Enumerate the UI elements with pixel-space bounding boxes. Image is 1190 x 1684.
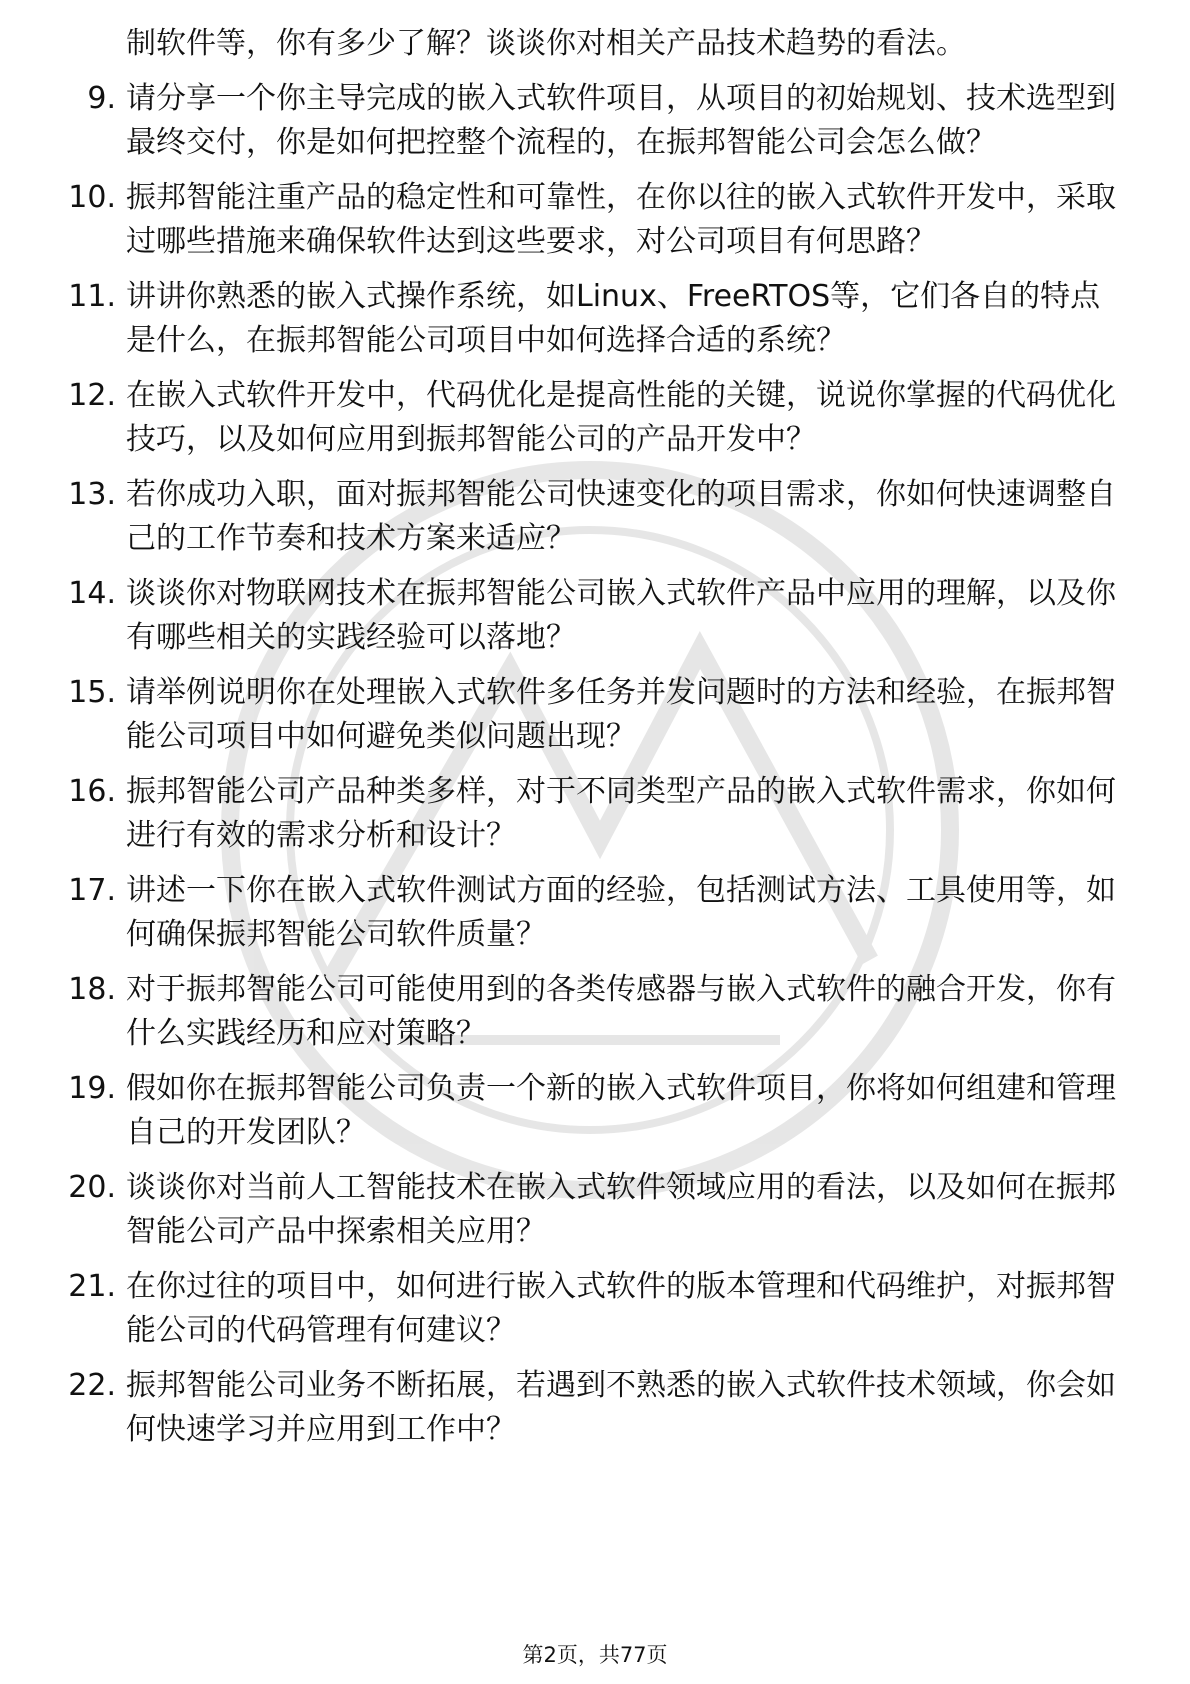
question-number: 20. [68,1170,116,1205]
question-number: 11. [68,279,116,314]
question-number: 16. [68,774,116,809]
question-text: 在嵌入式软件开发中，代码优化是提高性能的关键，说说你掌握的代码优化技巧，以及如何应用到振邦智能公司的产品开发中？ [126,378,1116,457]
question-text: 讲述一下你在嵌入式软件测试方面的经验，包括测试方法、工具使用等，如何确保振邦智能公司软件质量？ [126,873,1116,952]
question-item [68,176,1116,264]
question-text: 请分享一个你主导完成的嵌入式软件项目，从项目的初始规划、技术选型到最终交付，你是如何把控整个流程的，在振邦智能公司会怎么做？ [126,81,1116,160]
question-item [68,572,1116,660]
question-number: 12. [68,378,116,413]
question-item [68,473,1116,561]
question-text: 假如你在振邦智能公司负责一个新的嵌入式软件项目，你将如何组建和管理自己的开发团队？ [126,1071,1116,1150]
question-item [68,1166,1116,1254]
question-text: 振邦智能注重产品的稳定性和可靠性，在你以往的嵌入式软件开发中，采取过哪些措施来确保软件达到这些要求，对公司项目有何思路？ [126,180,1116,259]
question-number: 9. [87,81,116,116]
question-number: 15. [68,675,116,710]
question-text: 若你成功入职，面对振邦智能公司快速变化的项目需求，你如何快速调整自己的工作节奏和技术方案来适应？ [126,477,1116,556]
question-text: 讲讲你熟悉的嵌入式操作系统，如Linux、FreeRTOS等，它们各自的特点是什么，在振邦智能公司项目中如何选择合适的系统？ [126,279,1101,358]
question-item [68,1067,1116,1155]
question-item [68,1364,1116,1452]
question-text: 在你过往的项目中，如何进行嵌入式软件的版本管理和代码维护，对振邦智能公司的代码管理有何建议？ [126,1269,1116,1348]
question-item [68,770,1116,858]
question-item [68,671,1116,759]
question-item [68,275,1116,363]
question-number: 21. [68,1269,116,1304]
question-text: 请举例说明你在处理嵌入式软件多任务并发问题时的方法和经验，在振邦智能公司项目中如何避免类似问题出现？ [126,675,1116,754]
question-item [68,869,1116,957]
question-number: 22. [68,1368,116,1403]
question-number: 18. [68,972,116,1007]
question-text: 对于振邦智能公司可能使用到的各类传感器与嵌入式软件的融合开发，你有什么实践经历和应对策略？ [126,972,1116,1051]
question-text: 振邦智能公司产品种类多样，对于不同类型产品的嵌入式软件需求，你如何进行有效的需求分析和设计？ [126,774,1116,853]
question-list [0,22,1190,1463]
question-number: 10. [68,180,116,215]
question-number: 17. [68,873,116,908]
question-number: 13. [68,477,116,512]
question-text: 谈谈你对当前人工智能技术在嵌入式软件领域应用的看法，以及如何在振邦智能公司产品中探索相关应用？ [126,1170,1116,1249]
previous-question-continuation: 制软件等，你有多少了解？谈谈你对相关产品技术趋势的看法。 [126,26,966,61]
question-text: 振邦智能公司业务不断拓展，若遇到不熟悉的嵌入式软件技术领域，你会如何快速学习并应用到工作中？ [126,1368,1116,1447]
question-number: 19. [68,1071,116,1106]
question-item [68,968,1116,1056]
question-text: 谈谈你对物联网技术在振邦智能公司嵌入式软件产品中应用的理解，以及你有哪些相关的实践经验可以落地？ [126,576,1116,655]
question-item [68,374,1116,462]
question-number: 14. [68,576,116,611]
page-footer: 第2页，共77页 [522,1643,668,1667]
question-item [68,1265,1116,1353]
question-item [87,77,1116,165]
